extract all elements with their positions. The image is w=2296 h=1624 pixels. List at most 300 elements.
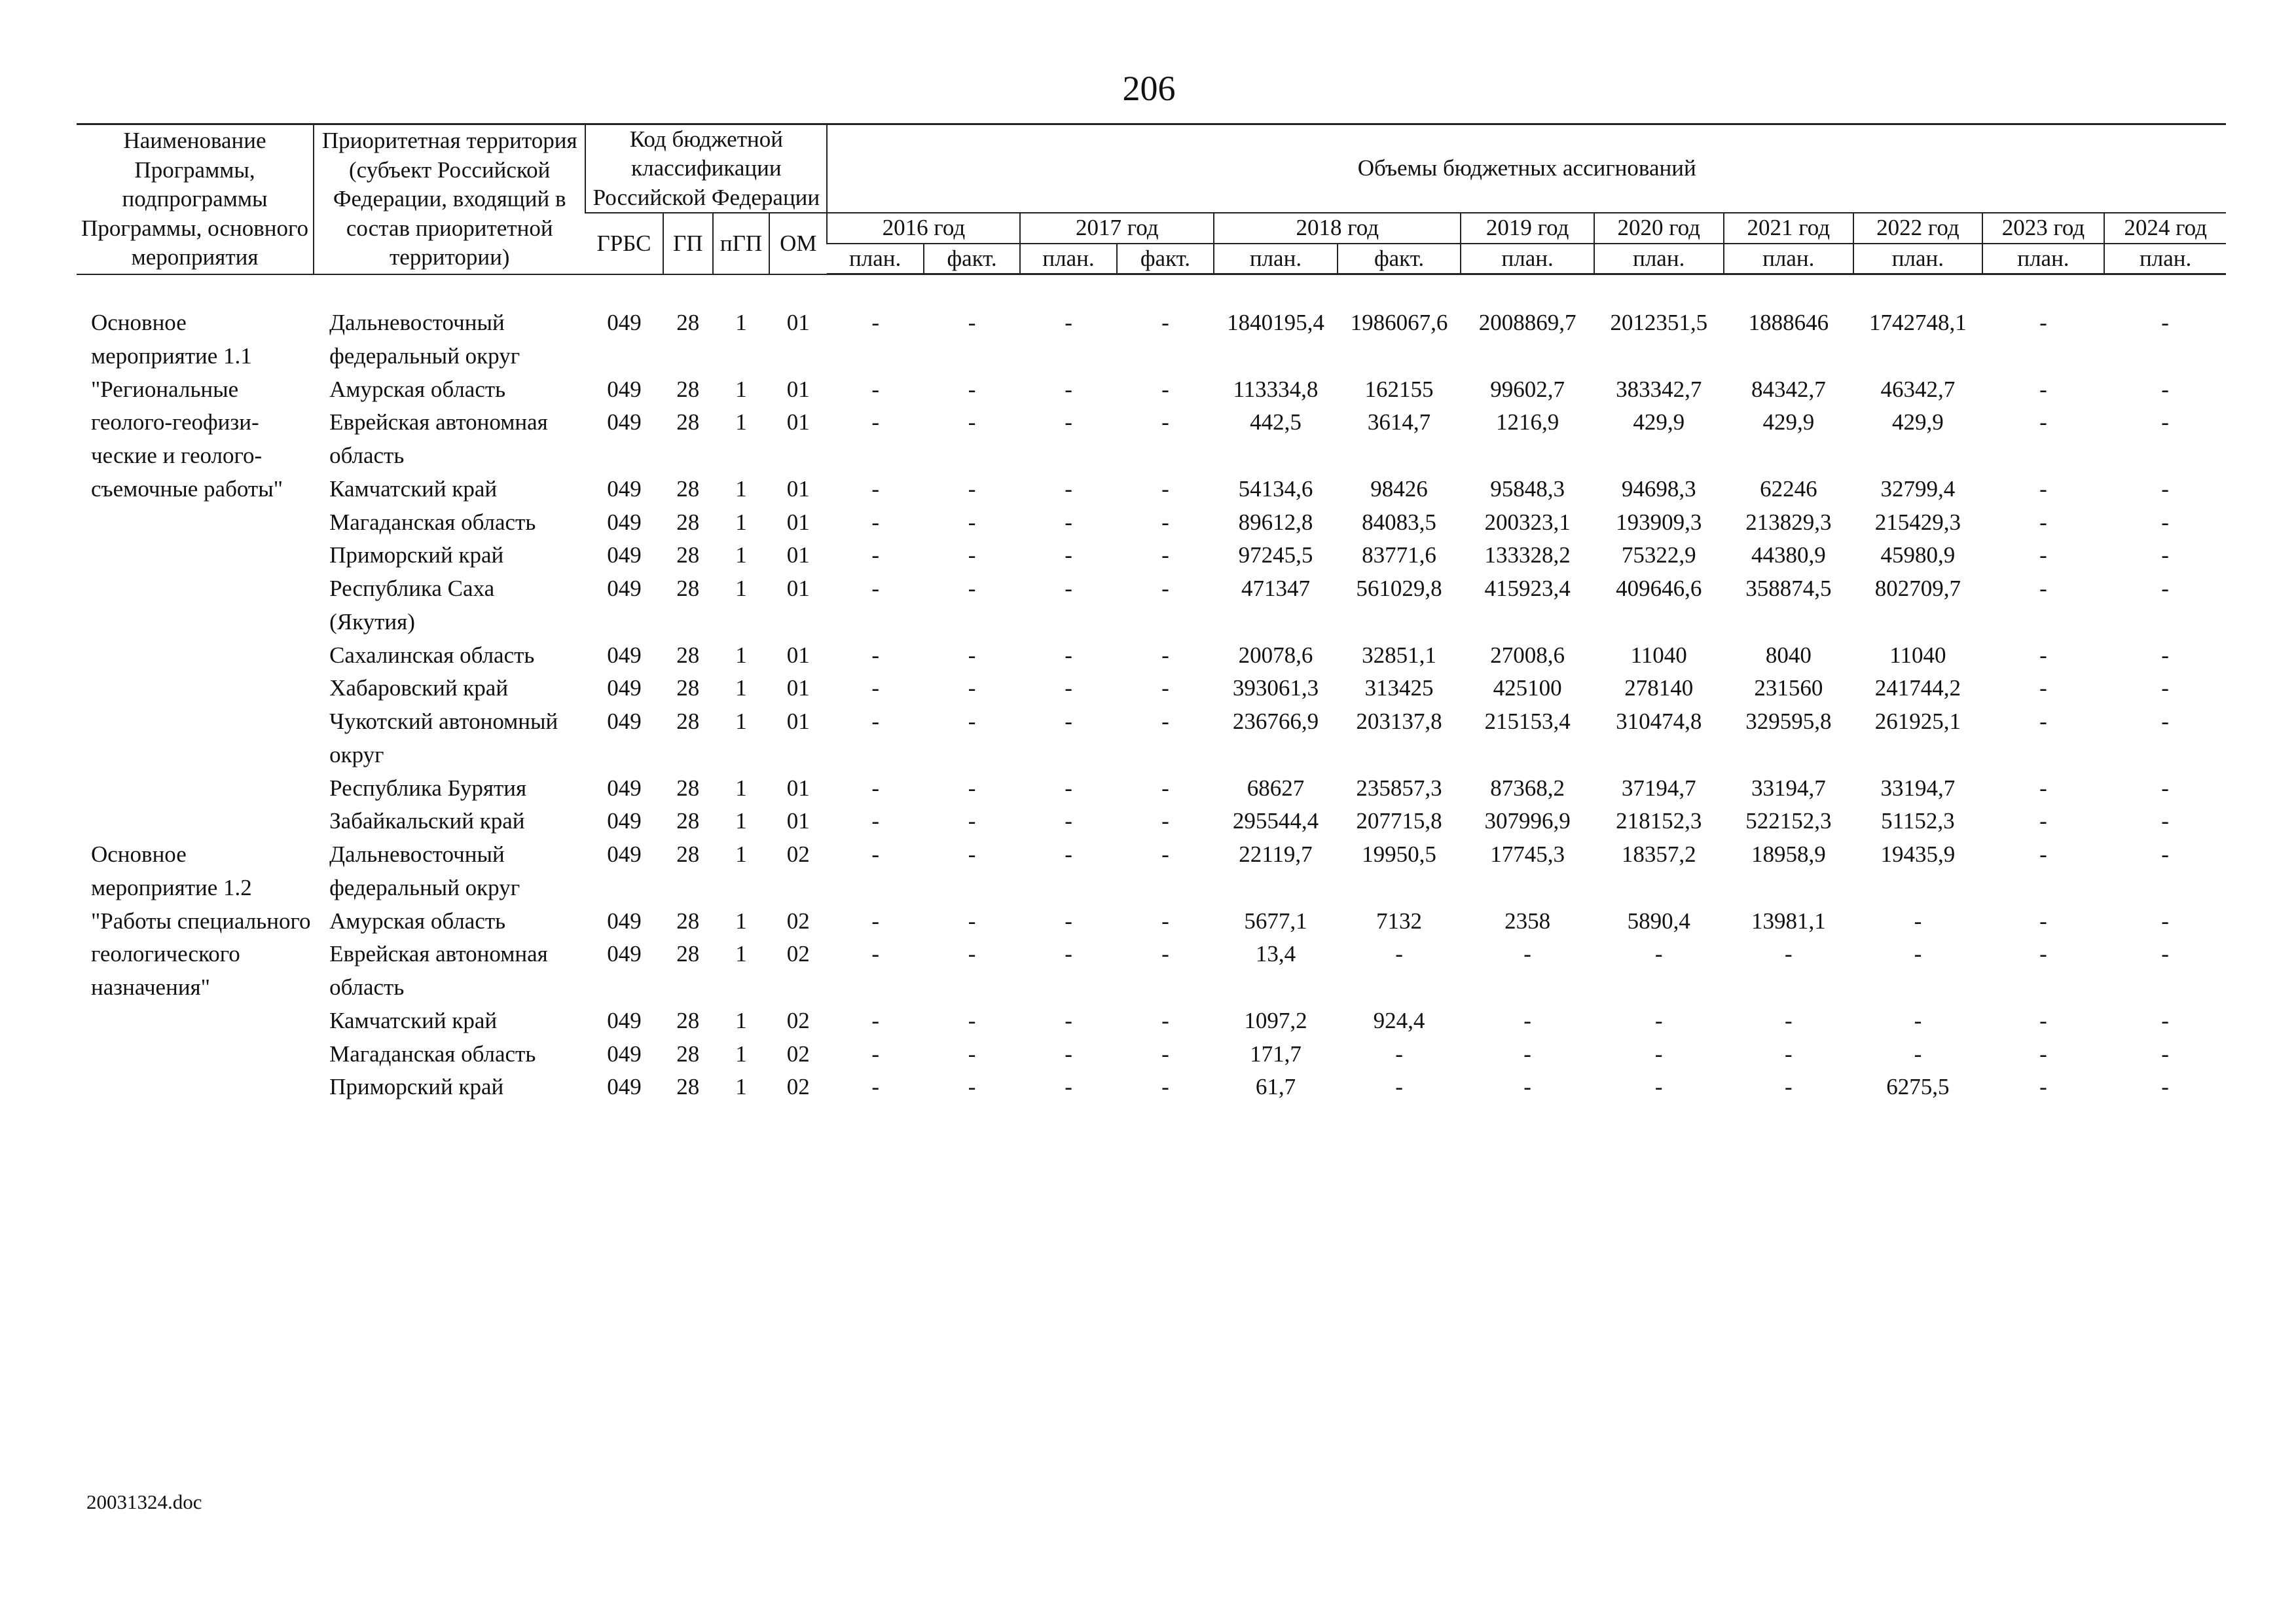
budget-value: -	[871, 1074, 879, 1100]
budget-value: -	[2161, 908, 2169, 934]
budget-value: -	[1161, 1041, 1169, 1067]
budget-value: 215429,3	[1874, 509, 1961, 535]
table-row	[77, 772, 2226, 805]
territory-name: Приморский край	[329, 542, 504, 568]
budget-value: -	[2039, 1007, 2047, 1033]
budget-value: -	[2161, 709, 2169, 735]
budget-value: -	[871, 310, 879, 336]
budget-value: -	[2039, 1074, 2047, 1100]
code-gp: 28	[676, 775, 700, 801]
budget-value: -	[1065, 509, 1072, 535]
header-year-2022: 2022 год	[1853, 213, 1982, 243]
budget-value: 13981,1	[1751, 908, 1826, 934]
code-grbs: 049	[607, 908, 642, 934]
code-grbs: 049	[607, 576, 642, 602]
territory-name: Магаданская область	[329, 1041, 536, 1067]
code-grbs: 049	[607, 1007, 642, 1033]
code-grbs: 049	[607, 409, 642, 435]
code-gp: 28	[676, 409, 700, 435]
header-code-grbs: ГРБС	[585, 213, 663, 274]
budget-value: 33194,7	[1751, 775, 1826, 801]
budget-value: 99602,7	[1490, 376, 1565, 402]
budget-value: 68627	[1247, 775, 1305, 801]
code-pgp: 1	[735, 509, 747, 535]
budget-value: 2012351,5	[1610, 310, 1708, 336]
budget-value: -	[968, 808, 976, 834]
budget-value: -	[2161, 542, 2169, 568]
budget-value: -	[1065, 1041, 1072, 1067]
budget-value: 3614,7	[1367, 409, 1431, 435]
budget-value: -	[1161, 509, 1169, 535]
header-year-2019: 2019 год	[1461, 213, 1594, 243]
budget-value: 310474,8	[1616, 709, 1702, 735]
budget-value: 200323,1	[1484, 509, 1571, 535]
code-om: 01	[786, 409, 810, 435]
code-grbs: 049	[607, 475, 642, 502]
budget-value: 261925,1	[1874, 709, 1961, 735]
budget-value: -	[1161, 542, 1169, 568]
budget-value: -	[1161, 409, 1169, 435]
budget-value: -	[1065, 1007, 1072, 1033]
budget-value: -	[1065, 709, 1072, 735]
code-om: 02	[786, 908, 810, 934]
budget-value: 215153,4	[1484, 709, 1571, 735]
budget-value: 45980,9	[1880, 542, 1956, 568]
budget-value: 83771,6	[1362, 542, 1436, 568]
table-row	[77, 406, 2226, 473]
budget-value: 7132	[1376, 908, 1423, 934]
budget-value: 11040	[1630, 642, 1687, 668]
budget-value: -	[968, 376, 976, 402]
budget-value: -	[1065, 941, 1072, 967]
code-pgp: 1	[735, 409, 747, 435]
budget-value: -	[1654, 1074, 1663, 1100]
budget-value: -	[1161, 475, 1169, 502]
territory-name: Хабаровский край	[329, 675, 509, 701]
code-gp: 28	[676, 475, 700, 502]
code-grbs: 049	[607, 310, 642, 336]
code-pgp: 1	[735, 841, 747, 868]
budget-value: 802709,7	[1874, 576, 1961, 602]
budget-value: -	[1161, 1007, 1169, 1033]
budget-value: -	[968, 475, 976, 502]
table-row	[77, 705, 2226, 772]
budget-value: -	[1065, 376, 1072, 402]
code-om: 01	[786, 576, 810, 602]
budget-value: -	[2161, 576, 2169, 602]
budget-value: -	[1161, 841, 1169, 868]
budget-value: -	[2039, 841, 2047, 868]
budget-value: -	[1065, 310, 1072, 336]
budget-value: -	[871, 941, 879, 967]
budget-value: -	[2161, 1007, 2169, 1033]
header-subcolumn: план.	[1594, 244, 1724, 274]
code-pgp: 1	[735, 908, 747, 934]
table-row	[77, 373, 2226, 407]
code-grbs: 049	[607, 941, 642, 967]
header-year-2023: 2023 год	[1982, 213, 2105, 243]
budget-value: -	[871, 542, 879, 568]
header-subcolumn: план.	[1724, 244, 1854, 274]
budget-value: -	[1065, 808, 1072, 834]
budget-value: -	[1161, 1074, 1169, 1100]
budget-value: -	[968, 509, 976, 535]
budget-value: 278140	[1624, 675, 1694, 701]
table-row	[77, 473, 2226, 506]
code-grbs: 049	[607, 542, 642, 568]
budget-value: -	[871, 775, 879, 801]
budget-value: -	[968, 409, 976, 435]
code-pgp: 1	[735, 542, 747, 568]
budget-value: -	[968, 310, 976, 336]
code-gp: 28	[676, 841, 700, 868]
budget-value: -	[2161, 1074, 2169, 1100]
budget-value: 561029,8	[1356, 576, 1442, 602]
budget-value: -	[1161, 675, 1169, 701]
budget-value: 11040	[1889, 642, 1946, 668]
budget-value: 1986067,6	[1350, 310, 1448, 336]
code-grbs: 049	[607, 1041, 642, 1067]
code-grbs: 049	[607, 1074, 642, 1100]
budget-value: 46342,7	[1880, 376, 1956, 402]
budget-value: 22119,7	[1239, 841, 1313, 868]
budget-value: 358874,5	[1745, 576, 1832, 602]
budget-value: 94698,3	[1621, 475, 1696, 502]
header-subcolumn: план.	[1461, 244, 1594, 274]
budget-value: 61,7	[1255, 1074, 1296, 1100]
budget-value: -	[2161, 310, 2169, 336]
table-row	[77, 306, 2226, 373]
budget-value: -	[871, 709, 879, 735]
territory-name: Камчатский край	[329, 1007, 498, 1033]
budget-value: -	[2039, 675, 2047, 701]
header-program-name: Наименование Программы, подпрограммы Программы, основного мероприятия	[77, 124, 314, 274]
budget-value: -	[2161, 642, 2169, 668]
header-code-gp: ГП	[663, 213, 713, 274]
budget-value: -	[871, 808, 879, 834]
table-row	[77, 1038, 2226, 1071]
budget-value: 383342,7	[1616, 376, 1702, 402]
table-row	[77, 838, 2226, 905]
table-body	[77, 274, 2226, 1105]
table-row	[77, 1071, 2226, 1104]
code-gp: 28	[676, 908, 700, 934]
code-pgp: 1	[735, 475, 747, 502]
budget-value: 19435,9	[1880, 841, 1956, 868]
budget-value: 97245,5	[1238, 542, 1313, 568]
budget-value: 51152,3	[1881, 808, 1955, 834]
code-pgp: 1	[735, 941, 747, 967]
budget-value: -	[2039, 775, 2047, 801]
budget-value: -	[1161, 908, 1169, 934]
budget-value: -	[1161, 775, 1169, 801]
budget-value: -	[2161, 509, 2169, 535]
code-om: 01	[786, 675, 810, 701]
territory-name: Республика Саха (Якутия)	[329, 576, 495, 635]
budget-value: -	[1523, 1007, 1531, 1033]
budget-value: 2008869,7	[1478, 310, 1576, 336]
header-subcolumn: план.	[1214, 244, 1338, 274]
budget-value: -	[1914, 1007, 1922, 1033]
code-gp: 28	[676, 1074, 700, 1100]
budget-value: 98426	[1370, 475, 1428, 502]
document-filename: 20031324.doc	[86, 1490, 202, 1513]
budget-value: 44380,9	[1751, 542, 1826, 568]
budget-value: -	[2039, 808, 2047, 834]
table-row	[77, 905, 2226, 938]
budget-value: -	[1161, 709, 1169, 735]
budget-value: 87368,2	[1490, 775, 1565, 801]
territory-name: Сахалинская область	[329, 642, 535, 668]
budget-value: 62246	[1760, 475, 1817, 502]
budget-value: -	[1395, 1074, 1403, 1100]
budget-value: 54134,6	[1238, 475, 1313, 502]
header-budget-code: Код бюджетной классификации Российской Федерации	[585, 124, 827, 213]
budget-value: 429,9	[1762, 409, 1815, 435]
budget-value: -	[871, 908, 879, 934]
code-om: 02	[786, 1041, 810, 1067]
header-subcolumn: план.	[1982, 244, 2105, 274]
table-row	[77, 639, 2226, 673]
budget-value: 32799,4	[1880, 475, 1956, 502]
budget-value: 13,4	[1255, 941, 1296, 967]
budget-value: -	[1914, 1041, 1922, 1067]
budget-value: -	[968, 576, 976, 602]
budget-value: -	[2039, 1041, 2047, 1067]
budget-value: -	[1784, 1074, 1793, 1100]
code-pgp: 1	[735, 576, 747, 602]
page-number: 206	[1122, 69, 1176, 108]
budget-value: -	[968, 1007, 976, 1033]
budget-value: 37194,7	[1621, 775, 1696, 801]
budget-value: 113334,8	[1233, 376, 1319, 402]
budget-value: -	[968, 841, 976, 868]
budget-value: 235857,3	[1356, 775, 1442, 801]
budget-value: -	[968, 941, 976, 967]
budget-value: -	[1395, 941, 1403, 967]
header-subcolumn: план.	[1853, 244, 1982, 274]
header-year-2021: 2021 год	[1724, 213, 1854, 243]
budget-value: -	[1065, 409, 1072, 435]
code-om: 01	[786, 310, 810, 336]
budget-value: -	[1065, 675, 1072, 701]
budget-value: 231560	[1754, 675, 1823, 701]
code-gp: 28	[676, 1007, 700, 1033]
budget-value: 20078,6	[1238, 642, 1313, 668]
budget-value: 27008,6	[1490, 642, 1565, 668]
budget-value: -	[1523, 941, 1531, 967]
territory-name: Амурская область	[329, 376, 506, 402]
header-subcolumn: факт.	[924, 244, 1020, 274]
budget-value: 429,9	[1892, 409, 1944, 435]
code-gp: 28	[676, 642, 700, 668]
budget-value: -	[2039, 642, 2047, 668]
budget-value: 133328,2	[1484, 542, 1571, 568]
budget-value: 409646,6	[1616, 576, 1702, 602]
budget-value: -	[968, 1074, 976, 1100]
code-grbs: 049	[607, 509, 642, 535]
budget-value: 95848,3	[1490, 475, 1565, 502]
code-om: 01	[786, 509, 810, 535]
code-grbs: 049	[607, 775, 642, 801]
table-row	[77, 572, 2226, 639]
budget-value: -	[871, 509, 879, 535]
budget-value: 5890,4	[1627, 908, 1690, 934]
code-grbs: 049	[607, 808, 642, 834]
header-code-pgp: пГП	[713, 213, 769, 274]
budget-value: 19950,5	[1362, 841, 1436, 868]
code-om: 01	[786, 542, 810, 568]
budget-value: -	[1654, 941, 1663, 967]
budget-value: -	[2161, 376, 2169, 402]
budget-value: -	[2039, 376, 2047, 402]
territory-name: Чукотский автономный округ	[329, 709, 558, 767]
budget-value: -	[2161, 808, 2169, 834]
table-row	[77, 805, 2226, 838]
budget-value: -	[2039, 576, 2047, 602]
code-gp: 28	[676, 675, 700, 701]
code-pgp: 1	[735, 1074, 747, 1100]
budget-value: -	[2039, 475, 2047, 502]
territory-name: Еврейская автономная область	[329, 409, 548, 469]
code-gp: 28	[676, 542, 700, 568]
budget-value: -	[1065, 775, 1072, 801]
budget-value: -	[1161, 576, 1169, 602]
budget-value: 415923,4	[1484, 576, 1571, 602]
code-pgp: 1	[735, 642, 747, 668]
budget-value: 471347	[1241, 576, 1310, 602]
code-om: 02	[786, 941, 810, 967]
code-grbs: 049	[607, 376, 642, 402]
budget-value: -	[2161, 475, 2169, 502]
code-pgp: 1	[735, 310, 747, 336]
budget-value: 84342,7	[1751, 376, 1826, 402]
budget-value: 207715,8	[1356, 808, 1442, 834]
budget-value: -	[1784, 1007, 1793, 1033]
budget-value: 75322,9	[1621, 542, 1696, 568]
territory-name: Республика Бурятия	[329, 775, 527, 801]
header-year-2016: 2016 год	[827, 213, 1020, 243]
code-om: 01	[786, 642, 810, 668]
code-pgp: 1	[735, 675, 747, 701]
territory-name: Забайкальский край	[329, 808, 525, 834]
budget-allocations-table	[77, 123, 2226, 1104]
code-om: 02	[786, 1074, 810, 1100]
budget-value: 33194,7	[1880, 775, 1956, 801]
budget-value: -	[2039, 709, 2047, 735]
budget-value: -	[1914, 941, 1922, 967]
budget-value: -	[2039, 409, 2047, 435]
budget-value: -	[1523, 1041, 1531, 1067]
code-gp: 28	[676, 376, 700, 402]
table-header	[77, 124, 2226, 274]
code-om: 01	[786, 475, 810, 502]
code-gp: 28	[676, 709, 700, 735]
code-gp: 28	[676, 310, 700, 336]
budget-value: 522152,3	[1745, 808, 1832, 834]
code-grbs: 049	[607, 642, 642, 668]
code-gp: 28	[676, 576, 700, 602]
budget-value: 425100	[1493, 675, 1562, 701]
budget-value: -	[1065, 841, 1072, 868]
budget-value: -	[1161, 376, 1169, 402]
header-budget-volumes: Объемы бюджетных ассигнований	[827, 124, 2226, 213]
table-row	[77, 938, 2226, 1005]
budget-value: -	[1065, 542, 1072, 568]
budget-value: 218152,3	[1616, 808, 1702, 834]
budget-value: -	[1654, 1041, 1663, 1067]
code-om: 02	[786, 841, 810, 868]
header-code-om: ОМ	[769, 213, 827, 274]
budget-value: -	[2039, 908, 2047, 934]
header-subcolumn: план.	[827, 244, 923, 274]
territory-name: Амурская область	[329, 908, 506, 934]
budget-value: 1097,2	[1244, 1007, 1307, 1033]
budget-value: -	[968, 908, 976, 934]
code-pgp: 1	[735, 1007, 747, 1033]
budget-value: 295544,4	[1232, 808, 1319, 834]
program-name: Основное мероприятие 1.1 "Региональные геолого-геофизи-ческие и геолого-съемочные работы"	[91, 310, 283, 502]
budget-value: -	[1523, 1074, 1531, 1100]
budget-value: -	[871, 475, 879, 502]
budget-value: -	[1161, 642, 1169, 668]
budget-value: -	[1065, 1074, 1072, 1100]
header-subcolumn: факт.	[1117, 244, 1214, 274]
code-gp: 28	[676, 941, 700, 967]
header-subcolumn: план.	[2104, 244, 2226, 274]
budget-value: 236766,9	[1232, 709, 1319, 735]
code-grbs: 049	[607, 709, 642, 735]
budget-value: 329595,8	[1745, 709, 1832, 735]
code-om: 01	[786, 775, 810, 801]
budget-value: -	[2039, 509, 2047, 535]
budget-value: -	[1161, 808, 1169, 834]
budget-value: -	[1161, 310, 1169, 336]
territory-name: Магаданская область	[329, 509, 536, 535]
territory-name: Дальневосточный федеральный округ	[329, 841, 520, 900]
budget-value: -	[2161, 675, 2169, 701]
budget-value: 18958,9	[1751, 841, 1826, 868]
budget-value: -	[2039, 310, 2047, 336]
budget-value: 6275,5	[1886, 1074, 1950, 1100]
territory-name: Дальневосточный федеральный округ	[329, 310, 520, 369]
territory-name: Приморский край	[329, 1074, 504, 1100]
budget-value: 1216,9	[1495, 409, 1559, 435]
code-pgp: 1	[735, 1041, 747, 1067]
territory-name: Камчатский край	[329, 475, 498, 502]
budget-value: -	[968, 542, 976, 568]
code-om: 01	[786, 376, 810, 402]
budget-value: -	[2161, 1041, 2169, 1067]
budget-value: -	[1395, 1041, 1403, 1067]
header-subcolumn: план.	[1020, 244, 1116, 274]
header-year-2017: 2017 год	[1020, 213, 1214, 243]
code-gp: 28	[676, 808, 700, 834]
code-gp: 28	[676, 1041, 700, 1067]
territory-name: Еврейская автономная область	[329, 941, 548, 1001]
table-row	[77, 539, 2226, 572]
budget-value: 162155	[1364, 376, 1434, 402]
budget-value: 1840195,4	[1227, 310, 1324, 336]
budget-value: -	[2161, 409, 2169, 435]
budget-value: -	[871, 576, 879, 602]
budget-value: -	[968, 675, 976, 701]
budget-value: 313425	[1364, 675, 1434, 701]
budget-value: 5677,1	[1244, 908, 1307, 934]
budget-value: -	[2161, 775, 2169, 801]
budget-value: -	[1065, 908, 1072, 934]
budget-value: 203137,8	[1356, 709, 1442, 735]
